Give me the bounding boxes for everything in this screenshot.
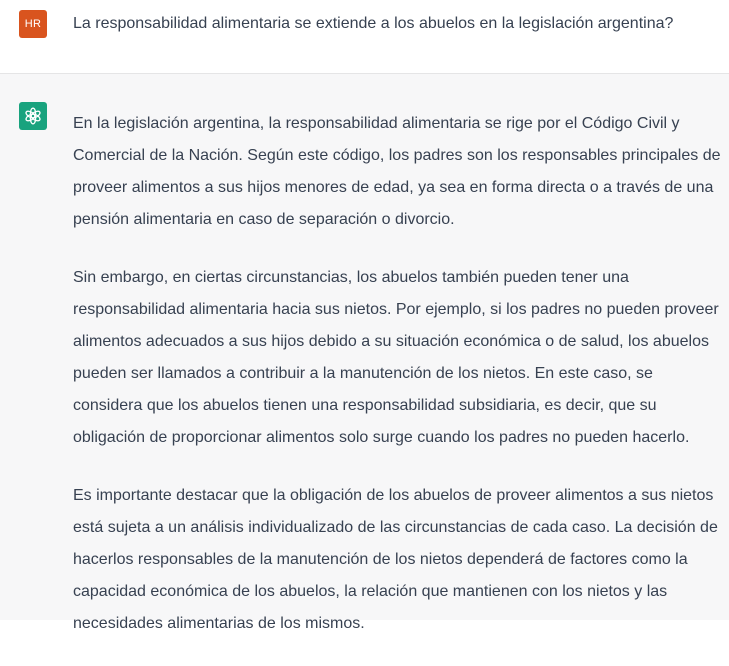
- user-message-row: [0, 0, 729, 74]
- assistant-paragraph: Sin embargo, en ciertas circunstancias, los abuelos también pueden tener una responsabilidad alimentaria hacia sus nietos. Por ejemplo, si los padres no pueden proveer alimentos adecuados a sus hijos debido a su situación económica o de salud, los abuelos pueden ser llamados a contribuir a la manutención de los nietos. En este caso, se considera que los abuelos tienen una responsabilidad subsidiaria, es decir, que su obligación de proporcionar alimentos solo surge cuando los padres no pueden hacerlo.: [73, 269, 719, 446]
- user-message-text: La responsabilidad alimentaria se extiende a los abuelos en la legislación argentina?: [73, 15, 674, 32]
- user-avatar: HR: [19, 10, 47, 38]
- openai-logo-icon: [23, 106, 43, 126]
- assistant-message-body: [73, 108, 725, 666]
- assistant-avatar: [19, 102, 47, 130]
- assistant-paragraph: Es importante destacar que la obligación de los abuelos de proveer alimentos a sus nietos está sujeta a un análisis individualizado de las circunstancias de cada caso. La decisión de hacerlos responsables de la manutención de los nietos dependerá de factores como la capacidad económica de los abuelos, la relación que mantienen con los nietos y las necesidades alimentarias de los mismos.: [73, 487, 718, 632]
- assistant-paragraph: En la legislación argentina, la responsabilidad alimentaria se rige por el Código Civil y Comercial de la Nación. Según este código, los padres son los responsables principales de proveer alimentos a sus hijos menores de edad, ya sea en forma directa o a través de una pensión alimentaria en caso de separación o divorcio.: [73, 115, 721, 228]
- assistant-message-row: [0, 74, 729, 632]
